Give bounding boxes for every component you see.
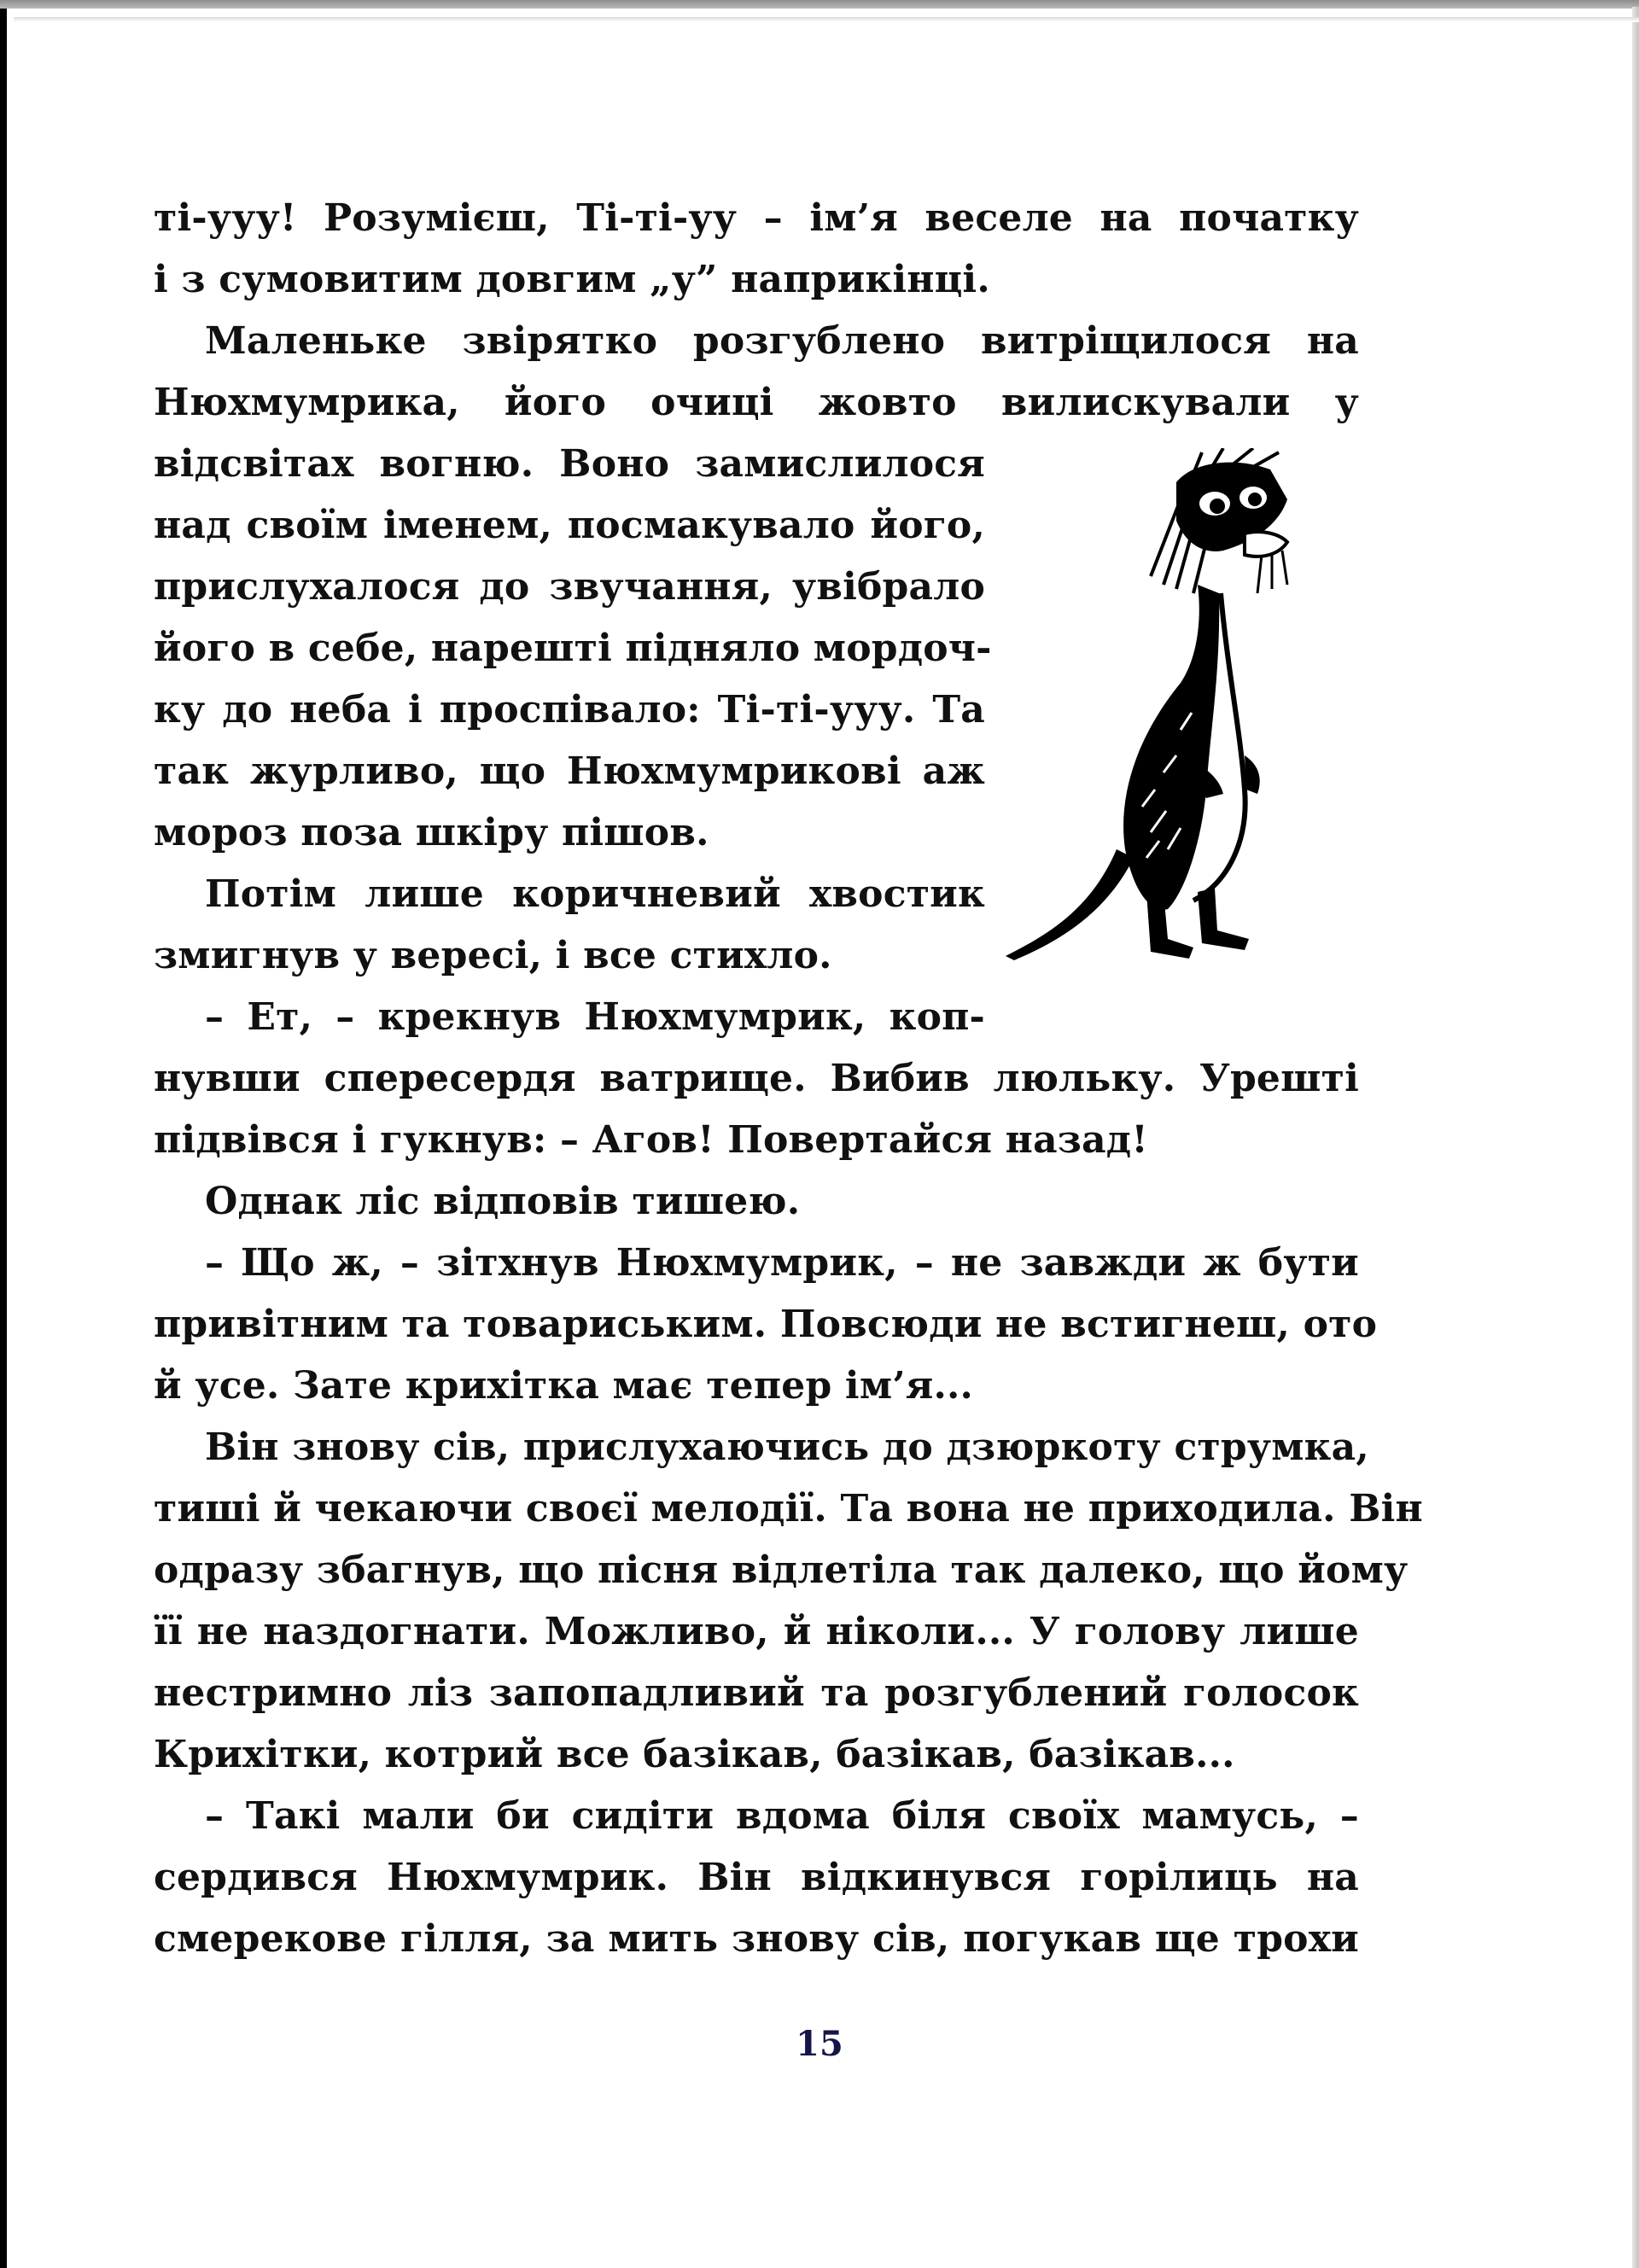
text-line: його в себе, нарешті підняло мордоч- [154, 627, 992, 670]
text-line: ті-ууу! Розумієш, Ті-ті-уу – ім’я веселе на початку [154, 196, 1359, 240]
text-line: її не наздогнати. Можливо, й ніколи... У голову лише [154, 1610, 1359, 1653]
text-line: привітним та товариським. Повсюди не встигнеш, ото [154, 1303, 1378, 1346]
text-line: одразу збагнув, що пісня відлетіла так далеко, що йому [154, 1548, 1409, 1592]
text-line: ку до неба і проспівало: Ті-ті-ууу. Та [154, 688, 985, 732]
book-page [7, 9, 1632, 2268]
viewer-top-border [0, 0, 1639, 9]
text-line: Крихітки, котрий все базікав, базікав, базікав... [154, 1733, 1235, 1776]
text-line: тиші й чекаючи своєї мелодії. Та вона не приходила. Він [154, 1487, 1423, 1530]
text-line: прислухалося до звучання, увібрало [154, 565, 985, 609]
page-number: 15 [796, 2024, 843, 2064]
text-line: над своїм іменем, посмакувало його, [154, 504, 985, 547]
page-top-shadow [14, 17, 1639, 22]
text-line: сердився Нюхмумрик. Він відкинувся горілиць на [154, 1856, 1359, 1899]
viewer-left-border [0, 0, 7, 2268]
text-line: нувши спересердя ватрище. Вибив люльку. Урешті [154, 1057, 1359, 1100]
text-line: – Ет, – крекнув Нюхмумрик, коп- [205, 995, 985, 1039]
text-line: і з сумовитим довгим „у” наприкінці. [154, 258, 990, 301]
text-line: Нюхмумрика, його очиці жовто вилискували у [154, 381, 1359, 424]
text-line: відсвітах вогню. Воно замислилося [154, 442, 985, 486]
text-line: – Такі мали би сидіти вдома біля своїх мамусь, – [205, 1794, 1359, 1838]
creature-drawing-icon [997, 448, 1292, 977]
text-line: Він знову сів, прислухаючись до дзюркоту струмка, [205, 1426, 1369, 1469]
text-line: підвівся і гукнув: – Агов! Повертайся назад! [154, 1118, 1148, 1162]
text-line: Маленьке звірятко розгублено витріщилося на [205, 319, 1359, 363]
text-line: й усе. Зате крихітка має тепер ім’я... [154, 1364, 974, 1408]
text-line: Потім лише коричневий хвостик [205, 872, 985, 916]
text-line: Однак ліс відповів тишею. [205, 1180, 801, 1223]
text-line: – Що ж, – зітхнув Нюхмумрик, – не завжди ж бути [205, 1241, 1359, 1285]
creature-illustration [997, 448, 1292, 977]
text-line: мороз поза шкіру пішов. [154, 811, 709, 854]
text-line: так журливо, що Нюхмумрикові аж [154, 749, 985, 793]
viewer-scrollbar[interactable] [1632, 7, 1639, 2268]
text-line: смерекове гілля, за мить знову сів, погукав ще трохи [154, 1917, 1359, 1961]
text-line: змигнув у вересі, і все стихло. [154, 934, 832, 977]
text-line: нестримно ліз запопадливий та розгублений голосок [154, 1671, 1359, 1715]
